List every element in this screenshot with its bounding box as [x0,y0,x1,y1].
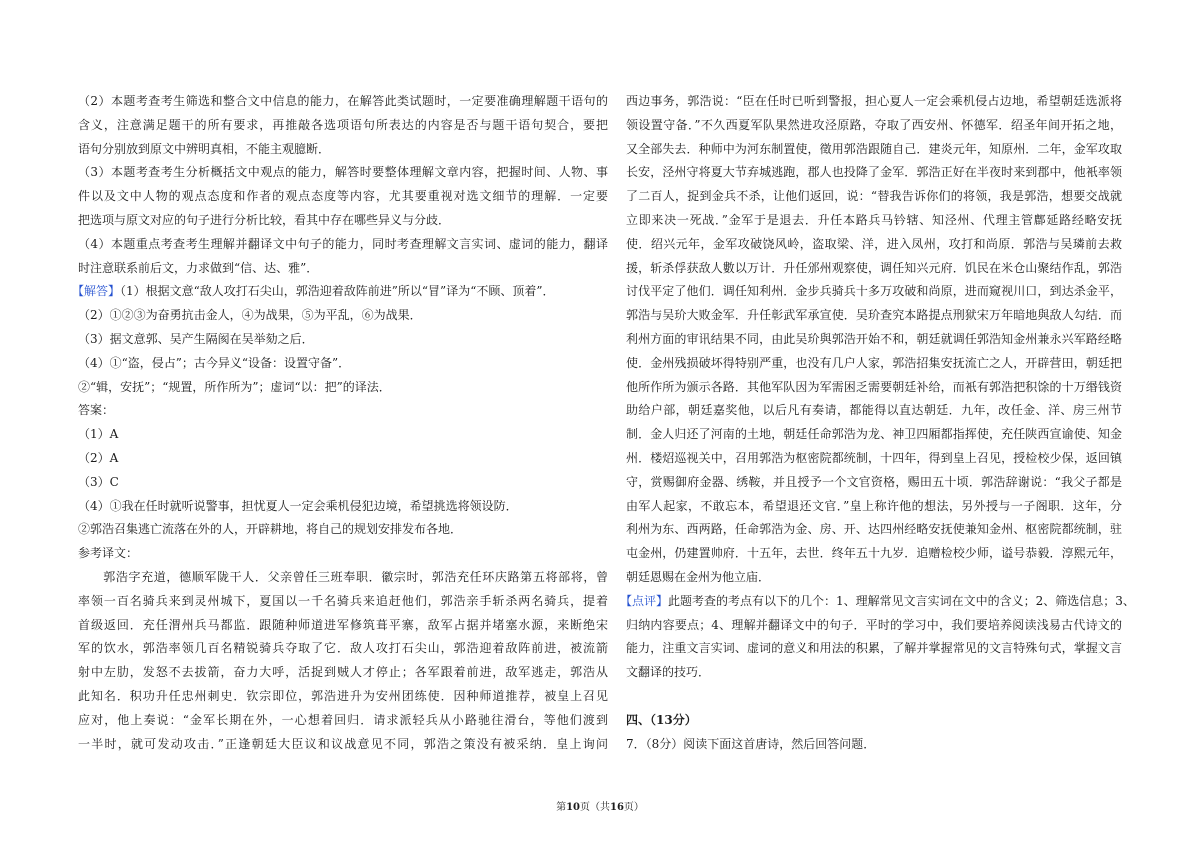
text-line [626,161,1122,185]
solution-item-1 [72,280,608,304]
text-line [72,280,608,304]
translation-part-1 [78,566,608,756]
text-line [620,590,1135,614]
text-line [626,114,1122,138]
line-text: 率领一百名骑兵来到灵州城下，夏国以一千名骑兵来追赶他们，郭浩亲手斩杀两名骑兵，提着 [78,593,608,608]
line-text: 立即来决一死战．”金军于是退去．升任本路兵马钤辖、知泾州、代理主管鄜延路经略安抚 [626,212,1122,227]
text-line [78,138,608,162]
text-line [78,614,608,638]
text-line [626,566,1122,590]
solution-item-3 [78,328,608,352]
text-line [626,280,1122,304]
text-line [626,209,1122,233]
text-line [626,233,1122,257]
text-line [78,185,608,209]
line-text: （4）本题重点考查考生理解并翻译文中句子的能力，同时考查理解文言实词、虚词的能力，翻译 [78,236,608,251]
line-text: 郭浩与吴玠大败金军．升任彰武军承宣使．吴玠查究本路提点刑狱宋万年暗地與敌人勾结．而 [626,308,1122,323]
line-text: 文翻译的技巧． [626,665,711,680]
line-text: 件以及文中人物的观点态度和作者的观点态度等内容，尤其要重视对选文细节的理解．一定要 [78,189,608,204]
translation-heading [78,542,608,566]
text-line [78,161,608,185]
line-text: 屯金州，仍建置帅府．十五年，去世．终年五十九岁．追赠检校少师，谥号恭毅．淳熙元年， [626,546,1122,561]
explanation-item-2 [78,90,608,161]
text-line [78,328,608,352]
line-text: 把选项与原文对应的句子进行分析比较，看其中存在哪些异义与分歧． [78,212,451,227]
text-line [78,447,608,471]
line-text: （2）①②③为奋勇抗击金人，④为战果，⑤为平乱，⑥为战果． [78,308,422,323]
line-text: 助给户部，朝廷嘉奖他，以后凡有奏请，都能得以直达朝廷．九年，改任金、洋、房三州节 [626,403,1122,418]
line-text: 军的饮水，郭浩率领几百名精锐骑兵夺取了它．敌人攻打石尖山，郭浩迎着敌阵前进，被流箭 [78,641,608,656]
line-text: 制．金人归还了河南的土地，朝廷任命郭浩为龙、神卫四厢都指挥使，充任陕西宣谕使、知金 [626,427,1122,442]
line-text: ②“辑，安抚”；“规置，所作所为”；虚词“以：把”的译法． [78,379,391,394]
text-line [626,614,1122,638]
page-footer [0,800,1200,816]
line-text: 答案： [78,403,115,418]
text-line [626,495,1122,519]
text-line [78,90,608,114]
text-line [626,447,1122,471]
text-line [626,471,1122,495]
line-text: （2）A [78,450,119,465]
text-line [626,637,1122,661]
text-line [626,423,1122,447]
comment-label: 【点评】 [620,593,669,608]
text-line [78,685,608,709]
footer-prefix: 第 [556,802,567,813]
line-text: 首级返回．充任渭州兵马都监．跟随种师道进军修筑葺平寨，敌军占据并堵塞水源，来断绝宋 [78,617,608,632]
text-line [78,733,608,757]
solution-label: 【解答】 [72,284,121,299]
current-page-number: 10 [566,802,580,813]
footer-suffix: 页） [623,802,644,813]
line-text: 朝廷恩赐在金州为他立庙． [626,569,771,584]
text-line [78,257,608,281]
line-text: 讨伐平定了他们．调任知利州．金步兵骑兵十多万攻破和尚原，进而窥视川口，到达杀金平， [626,284,1122,299]
text-line [78,709,608,733]
line-text: 一半时，就可发动攻击．”正逢朝廷大臣议和议战意见不同，郭浩之策没有被采纳．皇上询问 [78,736,608,751]
line-text: 此知名．积功升任忠州刺史．钦宗即位，郭浩进升为安州团练使．因种师道推荐，被皇上召见 [78,688,608,703]
answer-item-1 [78,423,608,447]
text-line [626,661,1122,685]
line-text: （4）①“盗，侵占”；古今异义“设备：设置守备”． [78,355,351,370]
answer-item-4b [78,518,608,542]
line-text: 他所作所为颁示各路．其他军队因为军需困乏需要朝廷补给，而衹有郭浩把积馀的十万缗钱资 [626,379,1122,394]
line-text: （2）本题考查考生筛选和整合文中信息的能力，在解答此类试题时，一定要准确理解题干语句的 [78,94,608,108]
text-line [78,518,608,542]
line-text: 利州为东、西两路，任命郭浩为金、房、开、达四州经略安抚使兼知金州、枢密院都统制，驻 [626,522,1122,537]
text-line [78,304,608,328]
text-line [78,423,608,447]
right-column [620,90,1135,756]
footer-middle: 页（共 [580,802,610,813]
line-text: 语句分别放到原文中辨明真相，不能主观臆断． [78,141,331,156]
line-text: （3）C [78,474,119,489]
translation-part-2 [626,90,1122,590]
line-text: 能力，注重文言实词、虚词的意义和用法的积累，了解并掌握常见的文言特殊句式，掌握文言 [626,641,1122,656]
solution-item-4b [78,376,608,400]
line-text: 守，赏赐御府金器、绣鞍，并且授予一个文官资格，赐田五十顷．郭浩辞谢说：“我父子都是 [626,474,1122,489]
line-text: 应对，他上奏说：“金军长期在外，一心想着回归．请求派轻兵从小路驰往滑台，等他们渡到 [78,712,608,727]
line-text: （3）据文意郭、吴产生隔阂在吴举劾之后． [78,331,314,346]
explanation-item-4 [78,233,608,281]
text-line [626,328,1122,352]
text-line [78,566,608,590]
line-text: 领设置守备．”不久西夏军队果然进攻泾原路，夺取了西安州、怀德军．绍圣年间开拓之地， [626,117,1122,132]
line-text: 援，斩杀俘获敌人數以万计．升任邠州观察使，调任知兴元府．饥民在米仓山聚结作乱，郭浩 [626,260,1122,275]
line-text: 又全部失去．种师中为河东制置使，徵用郭浩跟随自己．建炎元年，知原州．二年，金军攻取 [626,141,1122,156]
text-line [78,114,608,138]
line-text: 时注意联系前后文，力求做到“信、达、雅”． [78,260,319,275]
text-line [78,209,608,233]
text-line [78,376,608,400]
line-text: 了二百人，捉到金兵不杀，让他们返回，说：“替我告诉你们的将领，我是郭浩，想要交战就 [626,189,1122,204]
text-line [626,257,1122,281]
text-line [78,661,608,685]
text-line [626,304,1122,328]
text-line [78,399,608,423]
line-text: 西边事务，郭浩说：“臣在任时已听到警报，担心夏人一定会乘机侵占边地，希望朝廷选派将 [626,94,1122,108]
text-line [626,376,1122,400]
text-line [78,352,608,376]
answer-item-2 [78,447,608,471]
text-line [626,138,1122,162]
answer-item-3 [78,471,608,495]
right-column-paragraphs [620,90,1135,685]
line-text: （3）本题考查考生分析概括文中观点的能力，解答时要整体理解文章内容，把握时间、人物、事 [78,165,608,180]
line-text: 射中左肋，发怒不去拔箭，奋力大呼，活捉到贼人才停止；各军跟着前进，敌军逃走，郭浩从 [78,665,608,680]
question-7-prompt: 7．（8分）阅读下面这首唐诗，然后回答问题． [626,736,876,751]
text-line [78,471,608,495]
text-line [626,399,1122,423]
section-title: 四、（13分） [626,712,697,727]
line-text: 由军人起家，不敢忘本，希望退还文官．”皇上称许他的想法，另外授与一子阁职．这年，分 [626,498,1122,513]
line-text: （1）根据文意“敌人攻打石尖山，郭浩迎着敌阵前进”所以“冒”译为“不顾、顶着”． [120,284,555,299]
line-text: 归纳内容要点；4、理解并翻译文中的句子．平时的学习中，我们要培养阅读浅易古代诗文的 [626,617,1122,632]
text-line [626,185,1122,209]
text-line [78,542,608,566]
text-line [626,352,1122,376]
line-text: 使．金州残损破坏得特别严重，也没有几户人家，郭浩招集安抚流亡之人，开辟营田，朝廷把 [626,355,1122,370]
line-text: ②郭浩召集逃亡流落在外的人，开辟耕地，将自己的规划安排发布各地． [78,522,463,537]
text-line [78,590,608,614]
line-text: 使．绍兴元年，金军攻破饶风岭，盗取梁、洋，进入凤州，攻打和尚原．郭浩与吴璘前去救 [626,236,1122,251]
text-line [626,542,1122,566]
text-line [626,518,1122,542]
line-text: （4）①我在任时就听说警事，担忧夏人一定会乘机侵犯边境，希望挑选将领设防． [78,498,518,513]
line-text: 郭浩字充道，德顺军陇干人．父亲曾任三班奉职．徽宗时，郭浩充任环庆路第五将部将，曾 [78,569,608,584]
line-text: 长安，泾州守将夏大节弃城逃跑，郡人也投降了金军．郭浩正好在半夜时来到郡中，他衹率领 [626,165,1122,180]
line-text: 利州方面的审讯结果不同，由此吴玠與郭浩开始不和，朝廷就调任郭浩知金州兼永兴军路经略 [626,331,1122,346]
line-text: 参考译文： [78,546,139,561]
answer-item-4a [78,495,608,519]
explanation-item-3 [78,161,608,232]
comment-paragraph [620,590,1135,685]
line-text: 州．楼炤巡视关中，召用郭浩为枢密院都统制，十四年，得到皇上召见，授检校少保，返回镇 [626,450,1122,465]
answer-heading [78,399,608,423]
solution-item-4a [78,352,608,376]
line-text: （1）A [78,427,119,442]
solution-item-2 [78,304,608,328]
line-text: 含义，注意满足题干的所有要求，再推敲各选项语句所表达的内容是否与题干语句契合，要把 [78,117,608,132]
line-text: 此题考查的考点有以下的几个：1、理解常见文言实词在文中的含义；2、筛选信息；3、 [668,593,1135,608]
text-line [78,233,608,257]
text-line [626,90,1122,114]
total-pages-number: 16 [610,802,624,813]
text-line [78,495,608,519]
text-line [78,637,608,661]
left-column [72,90,608,756]
